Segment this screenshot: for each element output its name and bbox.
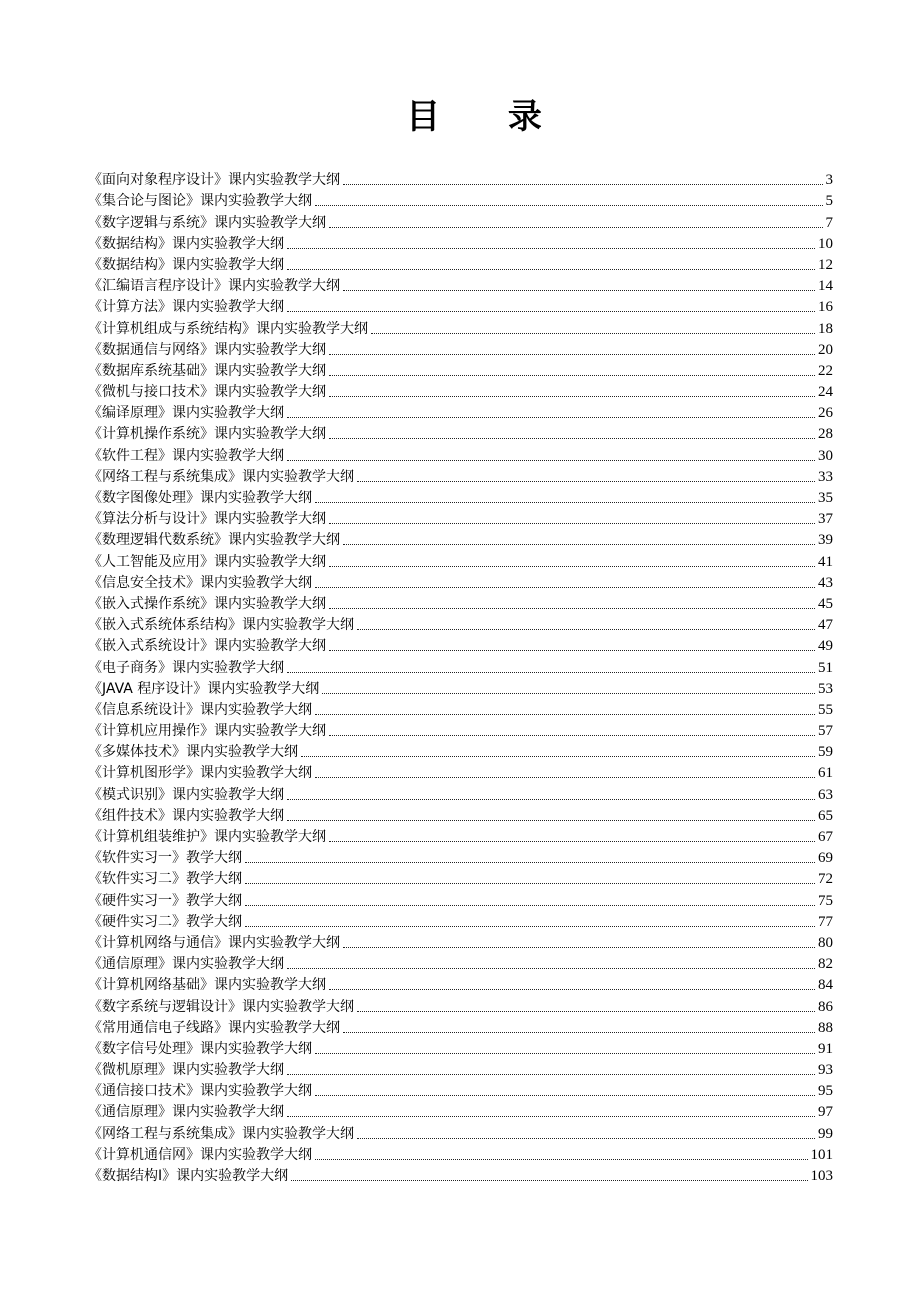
toc-dot-leader xyxy=(287,417,815,418)
toc-entry-page-number: 86 xyxy=(818,998,833,1015)
toc-dot-leader xyxy=(245,905,815,906)
toc-entry-title: 《计算机组成与系统结构》课内实验教学大纲 xyxy=(88,320,368,337)
toc-entry[interactable] xyxy=(88,888,833,909)
toc-entry-page-number: 75 xyxy=(818,892,833,909)
toc-entry[interactable] xyxy=(88,549,833,570)
toc-entry-title: 《网络工程与系统集成》课内实验教学大纲 xyxy=(88,468,354,485)
toc-entry-title: 《面向对象程序设计》课内实验教学大纲 xyxy=(88,172,340,189)
toc-entry[interactable] xyxy=(88,994,833,1015)
toc-entry[interactable] xyxy=(88,168,833,189)
toc-entry-page-number: 95 xyxy=(818,1083,833,1100)
toc-entry[interactable] xyxy=(88,804,833,825)
toc-dot-leader xyxy=(315,587,815,588)
toc-dot-leader xyxy=(315,1095,815,1096)
toc-entry-title: 《微机与接口技术》课内实验教学大纲 xyxy=(88,384,326,401)
toc-entry-page-number: 12 xyxy=(818,256,833,273)
toc-entry-title: 《数据通信与网络》课内实验教学大纲 xyxy=(88,341,326,358)
page-title: 目 录 xyxy=(406,97,570,137)
toc-entry[interactable] xyxy=(88,1164,833,1185)
toc-dot-leader xyxy=(329,841,815,842)
toc-entry[interactable] xyxy=(88,571,833,592)
toc-dot-leader xyxy=(287,799,815,800)
toc-entry-page-number: 28 xyxy=(818,426,833,443)
toc-dot-leader xyxy=(287,311,815,312)
toc-entry-page-number: 43 xyxy=(818,574,833,591)
toc-entry-title: 《嵌入式系统设计》课内实验教学大纲 xyxy=(88,638,326,655)
toc-entry-page-number: 7 xyxy=(825,214,833,231)
toc-entry-title: 《数理逻辑代数系统》课内实验教学大纲 xyxy=(88,532,340,549)
toc-entry-page-number: 69 xyxy=(818,850,833,867)
toc-entry-title: 《嵌入式操作系统》课内实验教学大纲 xyxy=(88,595,326,612)
toc-dot-leader xyxy=(287,1116,815,1117)
toc-entry-page-number: 59 xyxy=(818,744,833,761)
toc-entry-page-number: 72 xyxy=(818,871,833,888)
toc-dot-leader xyxy=(322,693,815,694)
toc-entry[interactable] xyxy=(88,592,833,613)
toc-entry-title: 《数字逻辑与系统》课内实验教学大纲 xyxy=(88,214,326,231)
toc-entry-title: 《硬件实习二》教学大纲 xyxy=(88,913,242,930)
toc-entry[interactable] xyxy=(88,613,833,634)
toc-dot-leader xyxy=(245,883,815,884)
toc-dot-leader xyxy=(315,1053,815,1054)
toc-entry[interactable] xyxy=(88,910,833,931)
toc-dot-leader xyxy=(329,566,815,567)
toc-entry-page-number: 3 xyxy=(825,172,833,189)
toc-entry-page-number: 37 xyxy=(818,511,833,528)
toc-entry[interactable] xyxy=(88,1079,833,1100)
toc-entry[interactable] xyxy=(88,528,833,549)
toc-entry-page-number: 26 xyxy=(818,405,833,422)
toc-entry-page-number: 14 xyxy=(818,278,833,295)
toc-entry-page-number: 101 xyxy=(810,1146,833,1163)
toc-dot-leader xyxy=(329,650,815,651)
toc-entry-title: 《数据结构》课内实验教学大纲 xyxy=(88,256,284,273)
toc-entry-title: 《计算机图形学》课内实验教学大纲 xyxy=(88,765,312,782)
toc-entry-title: 《计算机网络基础》课内实验教学大纲 xyxy=(88,977,326,994)
toc-entry[interactable] xyxy=(88,189,833,210)
toc-dot-leader xyxy=(315,777,815,778)
toc-entry[interactable] xyxy=(88,719,833,740)
toc-dot-leader xyxy=(329,989,815,990)
toc-entry[interactable] xyxy=(88,253,833,274)
toc-entry-page-number: 63 xyxy=(818,786,833,803)
toc-entry-page-number: 24 xyxy=(818,384,833,401)
toc-dot-leader xyxy=(287,248,815,249)
toc-entry-title: 《通信原理》课内实验教学大纲 xyxy=(88,1104,284,1121)
toc-entry[interactable] xyxy=(88,1100,833,1121)
toc-entry-page-number: 47 xyxy=(818,617,833,634)
toc-entry-title: 《数字图像处理》课内实验教学大纲 xyxy=(88,490,312,506)
toc-dot-leader xyxy=(357,1138,815,1139)
toc-entry-page-number: 55 xyxy=(818,701,833,718)
toc-entry[interactable] xyxy=(88,740,833,761)
toc-entry[interactable] xyxy=(88,316,833,337)
toc-entry-title: 《嵌入式系统体系结构》课内实验教学大纲 xyxy=(88,617,354,634)
toc-entry-page-number: 77 xyxy=(818,913,833,930)
toc-entry[interactable] xyxy=(88,655,833,676)
toc-entry-title: 《计算机操作系统》课内实验教学大纲 xyxy=(88,426,326,443)
toc-entry-title: 《计算方法》课内实验教学大纲 xyxy=(88,299,284,316)
toc-entry[interactable] xyxy=(88,952,833,973)
toc-entry-title: 《网络工程与系统集成》课内实验教学大纲 xyxy=(88,1125,354,1142)
toc-entry-title: 《计算机应用操作》课内实验教学大纲 xyxy=(88,723,326,740)
toc-entry[interactable] xyxy=(88,973,833,994)
toc-entry-title: 《计算机网络与通信》课内实验教学大纲 xyxy=(88,934,340,951)
toc-entry-page-number: 49 xyxy=(818,638,833,655)
toc-entry[interactable] xyxy=(88,274,833,295)
toc-dot-leader xyxy=(287,269,815,270)
toc-dot-leader xyxy=(287,672,815,673)
toc-entry-title: 《计算机组装维护》课内实验教学大纲 xyxy=(88,829,326,845)
toc-entry-title: 《软件实习二》教学大纲 xyxy=(88,871,242,888)
toc-entry-title: 《数字系统与逻辑设计》课内实验教学大纲 xyxy=(88,998,354,1015)
toc-entry-page-number: 41 xyxy=(818,553,833,570)
toc-dot-leader xyxy=(287,460,815,461)
toc-entry-page-number: 61 xyxy=(818,765,833,782)
toc-dot-leader xyxy=(287,1074,815,1075)
toc-dot-leader xyxy=(315,205,823,206)
toc-dot-leader xyxy=(287,968,815,969)
toc-entry-title: 《数字信号处理》课内实验教学大纲 xyxy=(88,1040,312,1057)
toc-entry-page-number: 103 xyxy=(810,1168,833,1184)
toc-dot-leader xyxy=(315,714,815,715)
toc-dot-leader xyxy=(357,1011,815,1012)
toc-dot-leader xyxy=(343,947,815,948)
toc-entry[interactable] xyxy=(88,761,833,782)
toc-entry[interactable] xyxy=(88,1058,833,1079)
toc-entry[interactable] xyxy=(88,465,833,486)
toc-entry-page-number: 35 xyxy=(818,490,833,506)
toc-dot-leader xyxy=(291,1180,807,1181)
toc-entry-title: 《通信原理》课内实验教学大纲 xyxy=(88,956,284,973)
toc-dot-leader xyxy=(245,862,815,863)
toc-entry[interactable] xyxy=(88,443,833,464)
toc-entry[interactable] xyxy=(88,825,833,846)
toc-entry-title: 《计算机通信网》课内实验教学大纲 xyxy=(88,1146,312,1163)
toc-entry-page-number: 91 xyxy=(818,1040,833,1057)
toc-entry[interactable] xyxy=(88,782,833,803)
toc-dot-leader xyxy=(329,396,815,397)
toc-dot-leader xyxy=(315,1159,808,1160)
toc-entry-page-number: 20 xyxy=(818,341,833,358)
toc-entry-page-number: 82 xyxy=(818,956,833,973)
toc-entry-title: 《组件技术》课内实验教学大纲 xyxy=(88,807,284,824)
toc-entry-title: 《多媒体技术》课内实验教学大纲 xyxy=(88,744,298,761)
toc-entry-page-number: 10 xyxy=(818,235,833,252)
toc-dot-leader xyxy=(343,544,815,545)
toc-entry-title: 《数据结构Ⅰ》课内实验教学大纲 xyxy=(88,1168,289,1184)
toc-entry[interactable] xyxy=(88,634,833,655)
toc-entry[interactable] xyxy=(88,338,833,359)
toc-entry-title: 《数据库系统基础》课内实验教学大纲 xyxy=(88,362,326,379)
toc-entry-page-number: 67 xyxy=(818,829,833,845)
toc-entry-page-number: 5 xyxy=(825,193,833,210)
toc-entry[interactable] xyxy=(88,232,833,253)
toc-dot-leader xyxy=(301,756,815,757)
table-of-contents xyxy=(88,168,833,1185)
toc-entry-page-number: 33 xyxy=(818,468,833,485)
toc-entry-page-number: 88 xyxy=(818,1019,833,1036)
toc-entry-title: 《信息安全技术》课内实验教学大纲 xyxy=(88,574,312,591)
toc-entry-page-number: 39 xyxy=(818,532,833,549)
toc-entry-page-number: 97 xyxy=(818,1104,833,1121)
toc-dot-leader xyxy=(357,481,815,482)
toc-entry[interactable] xyxy=(88,698,833,719)
toc-entry-page-number: 65 xyxy=(818,807,833,824)
toc-dot-leader xyxy=(329,438,815,439)
toc-entry[interactable] xyxy=(88,931,833,952)
toc-entry-title: 《硬件实习一》教学大纲 xyxy=(88,892,242,909)
toc-entry-title: 《电子商务》课内实验教学大纲 xyxy=(88,659,284,676)
toc-entry[interactable] xyxy=(88,295,833,316)
toc-entry-title: 《模式识别》课内实验教学大纲 xyxy=(88,786,284,803)
toc-dot-leader xyxy=(343,1032,815,1033)
toc-entry-title: 《软件工程》课内实验教学大纲 xyxy=(88,447,284,464)
toc-entry-title: 《通信接口技术》课内实验教学大纲 xyxy=(88,1083,312,1100)
toc-entry-title: 《集合论与图论》课内实验教学大纲 xyxy=(88,193,312,210)
toc-entry-title: 《软件实习一》教学大纲 xyxy=(88,850,242,867)
toc-entry[interactable] xyxy=(88,1037,833,1058)
toc-dot-leader xyxy=(329,354,815,355)
toc-dot-leader xyxy=(329,523,815,524)
toc-entry-title: 《JAVA 程序设计》课内实验教学大纲 xyxy=(88,680,320,697)
toc-entry[interactable] xyxy=(88,486,833,507)
toc-entry-title: 《常用通信电子线路》课内实验教学大纲 xyxy=(88,1019,340,1036)
toc-entry-page-number: 57 xyxy=(818,723,833,740)
toc-dot-leader xyxy=(371,333,815,334)
toc-dot-leader xyxy=(329,227,823,228)
toc-entry-page-number: 18 xyxy=(818,320,833,337)
toc-entry[interactable] xyxy=(88,1121,833,1142)
toc-entry[interactable] xyxy=(88,867,833,888)
toc-entry-page-number: 99 xyxy=(818,1125,833,1142)
toc-dot-leader xyxy=(245,926,815,927)
toc-dot-leader xyxy=(357,629,815,630)
toc-entry-page-number: 51 xyxy=(818,659,833,676)
toc-entry[interactable] xyxy=(88,677,833,698)
toc-dot-leader xyxy=(343,184,823,185)
toc-entry-page-number: 30 xyxy=(818,447,833,464)
toc-entry-title: 《编译原理》课内实验教学大纲 xyxy=(88,405,284,422)
toc-entry-page-number: 84 xyxy=(818,977,833,994)
toc-entry-page-number: 53 xyxy=(818,680,833,697)
toc-entry-title: 《信息系统设计》课内实验教学大纲 xyxy=(88,701,312,718)
toc-entry[interactable] xyxy=(88,1143,833,1164)
toc-entry-page-number: 45 xyxy=(818,595,833,612)
toc-entry[interactable] xyxy=(88,380,833,401)
toc-dot-leader xyxy=(329,735,815,736)
toc-entry-title: 《微机原理》课内实验教学大纲 xyxy=(88,1062,284,1079)
toc-entry-title: 《数据结构》课内实验教学大纲 xyxy=(88,235,284,252)
toc-dot-leader xyxy=(315,502,815,503)
toc-entry[interactable] xyxy=(88,422,833,443)
toc-entry[interactable] xyxy=(88,210,833,231)
toc-dot-leader xyxy=(287,820,815,821)
toc-entry-page-number: 80 xyxy=(818,934,833,951)
toc-entry-page-number: 22 xyxy=(818,362,833,379)
toc-entry-title: 《算法分析与设计》课内实验教学大纲 xyxy=(88,511,326,528)
toc-entry-page-number: 16 xyxy=(818,299,833,316)
toc-entry-title: 《人工智能及应用》课内实验教学大纲 xyxy=(88,553,326,570)
toc-dot-leader xyxy=(329,375,815,376)
toc-entry[interactable] xyxy=(88,359,833,380)
toc-entry[interactable] xyxy=(88,401,833,422)
toc-entry[interactable] xyxy=(88,507,833,528)
toc-entry-title: 《汇编语言程序设计》课内实验教学大纲 xyxy=(88,278,340,295)
toc-entry[interactable] xyxy=(88,846,833,867)
toc-dot-leader xyxy=(329,608,815,609)
toc-dot-leader xyxy=(343,290,815,291)
toc-entry-page-number: 93 xyxy=(818,1062,833,1079)
toc-entry[interactable] xyxy=(88,1016,833,1037)
